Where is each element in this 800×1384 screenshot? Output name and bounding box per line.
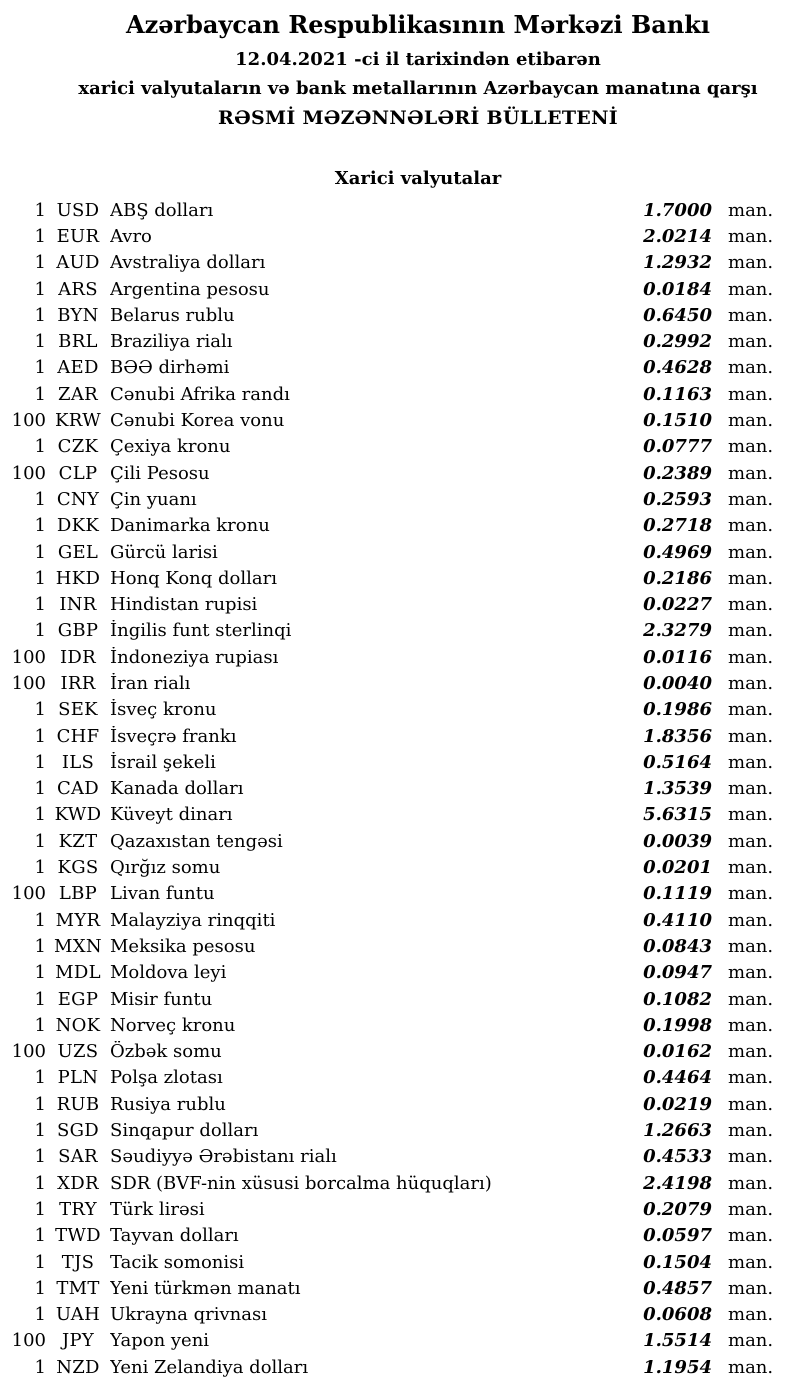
currency-quantity: 1	[34, 857, 46, 879]
currency-rate: 0.0201	[643, 857, 712, 879]
currency-unit: man.	[728, 225, 774, 247]
table-row	[0, 302, 800, 328]
currency-quantity: 1	[34, 225, 46, 247]
currency-rate: 0.6450	[643, 304, 712, 326]
currency-name: Hindistan rupisi	[110, 594, 258, 616]
currency-unit: man.	[728, 672, 774, 694]
currency-unit: man.	[728, 804, 774, 826]
currency-quantity: 1	[34, 199, 46, 221]
currency-name: İsveç kronu	[110, 699, 217, 721]
currency-unit: man.	[728, 988, 774, 1010]
table-row	[0, 1196, 800, 1222]
currency-rate: 0.1163	[643, 383, 712, 405]
currency-unit: man.	[728, 199, 774, 221]
currency-rate: 0.0608	[643, 1304, 712, 1326]
currency-code: UAH	[55, 1304, 101, 1326]
currency-code: TWD	[55, 1225, 101, 1247]
table-row	[0, 591, 800, 617]
currency-rate: 0.2186	[643, 567, 712, 589]
table-row	[0, 197, 800, 223]
currency-code: BRL	[58, 331, 98, 353]
currency-quantity: 1	[34, 1304, 46, 1326]
table-row	[0, 644, 800, 670]
currency-name: Malayziya rinqqiti	[110, 909, 276, 931]
currency-name: Qırğız somu	[110, 857, 221, 879]
currency-quantity: 1	[34, 278, 46, 300]
currency-name: Tacik somonisi	[110, 1251, 245, 1273]
currency-rate: 0.1119	[643, 883, 712, 905]
currency-unit: man.	[728, 1251, 774, 1273]
currency-rate: 0.4628	[643, 357, 712, 379]
currency-unit: man.	[728, 1225, 774, 1247]
currency-rate: 0.0843	[643, 935, 712, 957]
currency-code: TMT	[56, 1277, 100, 1299]
table-row	[0, 854, 800, 880]
table-row	[0, 1223, 800, 1249]
currency-quantity: 1	[34, 304, 46, 326]
currency-unit: man.	[728, 857, 774, 879]
currency-rate: 2.3279	[643, 620, 712, 642]
currency-code: ZAR	[58, 383, 98, 405]
currency-rate: 1.3539	[643, 778, 712, 800]
currency-rate: 5.6315	[643, 804, 712, 826]
currency-unit: man.	[728, 357, 774, 379]
table-row	[0, 1039, 800, 1065]
currency-unit: man.	[728, 1330, 774, 1352]
currency-name: Çexiya kronu	[110, 436, 231, 458]
table-row	[0, 723, 800, 749]
currency-rate: 0.0597	[643, 1225, 712, 1247]
currency-unit: man.	[728, 1146, 774, 1168]
currency-name: Polşa zlotası	[110, 1067, 223, 1089]
table-row	[0, 1170, 800, 1196]
currency-name: Səudiyyə Ərəbistanı rialı	[110, 1146, 337, 1168]
currency-unit: man.	[728, 410, 774, 432]
currency-rate: 0.4110	[643, 909, 712, 931]
currency-rate: 0.2718	[643, 515, 712, 537]
currency-code: IRR	[60, 672, 96, 694]
currency-quantity: 100	[11, 1041, 46, 1063]
currency-rate: 0.4857	[643, 1277, 712, 1299]
currency-rate: 0.0777	[643, 436, 712, 458]
table-row	[0, 460, 800, 486]
currency-quantity: 1	[34, 567, 46, 589]
table-row	[0, 407, 800, 433]
table-row	[0, 1144, 800, 1170]
currency-rate: 0.1998	[643, 1014, 712, 1036]
currency-rate: 0.2389	[643, 462, 712, 484]
currency-name: Ukrayna qrivnası	[110, 1304, 267, 1326]
currency-rate: 0.0227	[643, 594, 712, 616]
currency-rate: 1.5514	[643, 1330, 712, 1352]
section-title-foreign-currencies: Xarici valyutalar	[334, 168, 502, 189]
page-title: Azərbaycan Respublikasının Mərkəzi Bankı	[125, 10, 711, 39]
currency-rate: 0.1510	[643, 410, 712, 432]
currency-code: TJS	[61, 1251, 95, 1273]
currency-name: İsrail şekeli	[110, 751, 216, 773]
currency-unit: man.	[728, 646, 774, 668]
currency-code: UZS	[57, 1041, 99, 1063]
currency-rate: 1.2663	[643, 1120, 712, 1142]
currency-rate: 0.1504	[643, 1251, 712, 1273]
currency-code: KZT	[58, 830, 98, 852]
currency-name: SDR (BVF-nin xüsusi borcalma hüquqları)	[110, 1172, 492, 1194]
currency-name: Belarus rublu	[110, 304, 235, 326]
currency-unit: man.	[728, 488, 774, 510]
currency-quantity: 100	[11, 1330, 46, 1352]
currency-unit: man.	[728, 751, 774, 773]
currency-code: GEL	[57, 541, 99, 563]
currency-unit: man.	[728, 883, 774, 905]
currency-quantity: 1	[34, 1146, 46, 1168]
bulletin-header	[36, 8, 800, 130]
currency-quantity: 100	[11, 410, 46, 432]
currency-unit: man.	[728, 436, 774, 458]
currency-quantity: 1	[34, 1014, 46, 1036]
currency-quantity: 100	[11, 462, 46, 484]
table-row	[0, 1012, 800, 1038]
currency-rate: 0.2079	[643, 1198, 712, 1220]
table-row	[0, 776, 800, 802]
currency-rate: 0.4533	[643, 1146, 712, 1168]
currency-code: IDR	[60, 646, 96, 668]
currency-unit: man.	[728, 699, 774, 721]
currency-rate: 1.2932	[643, 252, 712, 274]
currency-quantity: 1	[34, 436, 46, 458]
currency-quantity: 1	[34, 252, 46, 274]
table-row	[0, 933, 800, 959]
table-row	[0, 1301, 800, 1327]
currency-rate: 0.4969	[643, 541, 712, 563]
currency-unit: man.	[728, 962, 774, 984]
currency-name: BƏƏ dirhəmi	[110, 357, 230, 379]
currency-name: Norveç kronu	[110, 1014, 236, 1036]
currency-code: AED	[57, 357, 99, 379]
table-row	[0, 960, 800, 986]
currency-quantity: 1	[34, 1067, 46, 1089]
currency-quantity: 100	[11, 883, 46, 905]
currency-quantity: 1	[34, 962, 46, 984]
currency-rate: 0.1082	[643, 988, 712, 1010]
currency-unit: man.	[728, 1014, 774, 1036]
currency-unit: man.	[728, 462, 774, 484]
currency-rate: 0.4464	[643, 1067, 712, 1089]
currency-code: GBP	[57, 620, 99, 642]
effective-date-line: 12.04.2021 -ci il tarixindən etibarən	[235, 49, 601, 70]
currency-unit: man.	[728, 252, 774, 274]
currency-name: Özbək somu	[110, 1041, 222, 1063]
table-row	[0, 434, 800, 460]
table-row	[0, 328, 800, 354]
currency-name: Yapon yeni	[110, 1330, 210, 1352]
currency-name: Yeni türkmən manatı	[110, 1277, 301, 1299]
currency-quantity: 1	[34, 699, 46, 721]
table-row	[0, 513, 800, 539]
currency-quantity: 1	[34, 804, 46, 826]
currency-name: Tayvan dolları	[110, 1225, 239, 1247]
currency-rate: 2.4198	[643, 1172, 712, 1194]
currency-unit: man.	[728, 620, 774, 642]
currency-name: Cənubi Afrika randı	[110, 383, 290, 405]
currency-code: EGP	[57, 988, 99, 1010]
currency-code: NOK	[55, 1014, 101, 1036]
currency-quantity: 1	[34, 1277, 46, 1299]
currency-unit: man.	[728, 1198, 774, 1220]
currency-quantity: 100	[11, 672, 46, 694]
currency-quantity: 1	[34, 383, 46, 405]
currency-unit: man.	[728, 1356, 774, 1378]
currency-code: KWD	[54, 804, 102, 826]
currency-name: Misir funtu	[110, 988, 213, 1010]
currency-quantity: 1	[34, 988, 46, 1010]
currency-name: Avro	[110, 225, 152, 247]
currency-code: BYN	[57, 304, 99, 326]
table-row	[0, 670, 800, 696]
table-row	[0, 1275, 800, 1301]
currency-code: MDL	[55, 962, 101, 984]
currency-code: AUD	[56, 252, 100, 274]
bulletin-title-line: RƏSMİ MƏZƏNNƏLƏRİ BÜLLETENİ	[218, 107, 618, 129]
currency-code: MXN	[54, 935, 102, 957]
currency-rate: 0.0116	[643, 646, 712, 668]
currency-unit: man.	[728, 515, 774, 537]
currency-name: İngilis funt sterlinqi	[110, 620, 292, 642]
currency-code: ILS	[61, 751, 95, 773]
currency-name: Livan funtu	[110, 883, 215, 905]
currency-name: İsveçrə frankı	[110, 725, 237, 747]
table-row	[0, 618, 800, 644]
currency-unit: man.	[728, 567, 774, 589]
currency-quantity: 1	[34, 1225, 46, 1247]
currency-name: Kanada dolları	[110, 778, 244, 800]
currency-name: ABŞ dolları	[110, 199, 214, 221]
currency-code: HKD	[55, 567, 101, 589]
table-row	[0, 223, 800, 249]
currency-unit: man.	[728, 778, 774, 800]
currency-quantity: 1	[34, 935, 46, 957]
currency-quantity: 1	[34, 751, 46, 773]
table-row	[0, 1354, 800, 1380]
currency-unit: man.	[728, 541, 774, 563]
table-row	[0, 749, 800, 775]
table-row	[0, 1091, 800, 1117]
currency-quantity: 1	[34, 541, 46, 563]
currency-rate: 0.0184	[643, 278, 712, 300]
currency-quantity: 1	[34, 488, 46, 510]
currency-rate: 1.1954	[643, 1356, 712, 1378]
currency-quantity: 1	[34, 515, 46, 537]
currency-unit: man.	[728, 935, 774, 957]
currency-code: CAD	[56, 778, 100, 800]
currency-quantity: 1	[34, 1251, 46, 1273]
currency-quantity: 1	[34, 725, 46, 747]
currency-code: SAR	[58, 1146, 98, 1168]
currency-quantity: 1	[34, 1356, 46, 1378]
table-row	[0, 697, 800, 723]
currency-name: Braziliya rialı	[110, 331, 233, 353]
table-row	[0, 828, 800, 854]
currency-unit: man.	[728, 1093, 774, 1115]
currency-rate: 0.0219	[643, 1093, 712, 1115]
table-row	[0, 1328, 800, 1354]
currency-rate: 1.8356	[643, 725, 712, 747]
currency-rate: 0.2593	[643, 488, 712, 510]
table-row	[0, 355, 800, 381]
currency-code: KRW	[54, 410, 101, 432]
currency-rate: 1.7000	[643, 199, 712, 221]
table-row	[0, 907, 800, 933]
currency-code: DKK	[56, 515, 100, 537]
currency-rate: 0.0040	[643, 672, 712, 694]
currency-unit: man.	[728, 278, 774, 300]
currency-unit: man.	[728, 909, 774, 931]
table-row	[0, 1065, 800, 1091]
currency-rate: 0.0947	[643, 962, 712, 984]
currency-quantity: 1	[34, 594, 46, 616]
currency-code: SEK	[58, 699, 98, 721]
currency-code: CZK	[57, 436, 99, 458]
currency-name: Türk lirəsi	[110, 1198, 205, 1220]
currency-unit: man.	[728, 1277, 774, 1299]
currency-name: Sinqapur dolları	[110, 1120, 259, 1142]
currency-unit: man.	[728, 304, 774, 326]
currency-quantity: 1	[34, 1093, 46, 1115]
currency-code: NZD	[56, 1356, 100, 1378]
currency-code: KGS	[57, 857, 99, 879]
table-row	[0, 539, 800, 565]
currency-code: TRY	[59, 1198, 97, 1220]
currency-name: İndoneziya rupiası	[110, 646, 279, 668]
currency-quantity: 1	[34, 909, 46, 931]
currency-name: Gürcü larisi	[110, 541, 218, 563]
table-row	[0, 1117, 800, 1143]
currency-unit: man.	[728, 725, 774, 747]
currency-code: LBP	[58, 883, 98, 905]
currency-code: MYR	[55, 909, 101, 931]
currency-rate: 2.0214	[643, 225, 712, 247]
currency-code: CLP	[58, 462, 98, 484]
currency-quantity: 1	[34, 357, 46, 379]
currency-code: EUR	[56, 225, 100, 247]
currency-code: SGD	[56, 1120, 100, 1142]
currency-code: PLN	[57, 1067, 99, 1089]
currency-name: İran rialı	[110, 672, 191, 694]
currency-unit: man.	[728, 1120, 774, 1142]
currency-name: Argentina pesosu	[110, 278, 270, 300]
currency-name: Cənubi Korea vonu	[110, 410, 285, 432]
currency-code: XDR	[57, 1172, 99, 1194]
currency-name: Çin yuanı	[110, 488, 197, 510]
currency-unit: man.	[728, 331, 774, 353]
currency-code: CNY	[56, 488, 100, 510]
table-row	[0, 486, 800, 512]
currency-unit: man.	[728, 1304, 774, 1326]
table-row	[0, 986, 800, 1012]
currency-unit: man.	[728, 830, 774, 852]
table-row	[0, 1249, 800, 1275]
currency-name: Yeni Zelandiya dolları	[110, 1356, 309, 1378]
currency-code: RUB	[56, 1093, 100, 1115]
currency-code: ARS	[58, 278, 98, 300]
currency-quantity: 1	[34, 620, 46, 642]
table-row	[0, 802, 800, 828]
currency-quantity: 1	[34, 331, 46, 353]
currency-rate: 0.2992	[643, 331, 712, 353]
currency-name: Rusiya rublu	[110, 1093, 226, 1115]
currency-code: JPY	[61, 1330, 95, 1352]
table-row	[0, 881, 800, 907]
currency-unit: man.	[728, 1041, 774, 1063]
table-row	[0, 565, 800, 591]
currency-quantity: 1	[34, 1198, 46, 1220]
currency-quantity: 1	[34, 830, 46, 852]
currency-code: CHF	[56, 725, 100, 747]
currency-name: Qazaxıstan tengəsi	[110, 830, 283, 852]
currency-name: Çili Pesosu	[110, 462, 210, 484]
currency-quantity: 1	[34, 778, 46, 800]
currency-rate: 0.5164	[643, 751, 712, 773]
table-row	[0, 250, 800, 276]
currency-name: Küveyt dinarı	[110, 804, 233, 826]
currency-code: INR	[59, 594, 97, 616]
currency-quantity: 1	[34, 1120, 46, 1142]
currency-name: Danimarka kronu	[110, 515, 270, 537]
currency-rate: 0.0162	[643, 1041, 712, 1063]
currency-name: Moldova leyi	[110, 962, 227, 984]
currency-name: Meksika pesosu	[110, 935, 256, 957]
currency-code: USD	[56, 199, 100, 221]
currency-unit: man.	[728, 1067, 774, 1089]
exchange-rates-table	[0, 197, 800, 1380]
currency-unit: man.	[728, 383, 774, 405]
subject-line: xarici valyutaların və bank metallarının Azərbaycan manatına qarşı	[78, 78, 758, 99]
currency-rate: 0.0039	[643, 830, 712, 852]
currency-unit: man.	[728, 1172, 774, 1194]
currency-quantity: 100	[11, 646, 46, 668]
currency-name: Avstraliya dolları	[110, 252, 266, 274]
currency-name: Honq Konq dolları	[110, 567, 277, 589]
table-row	[0, 381, 800, 407]
currency-quantity: 1	[34, 1172, 46, 1194]
currency-unit: man.	[728, 594, 774, 616]
table-row	[0, 276, 800, 302]
currency-rate: 0.1986	[643, 699, 712, 721]
